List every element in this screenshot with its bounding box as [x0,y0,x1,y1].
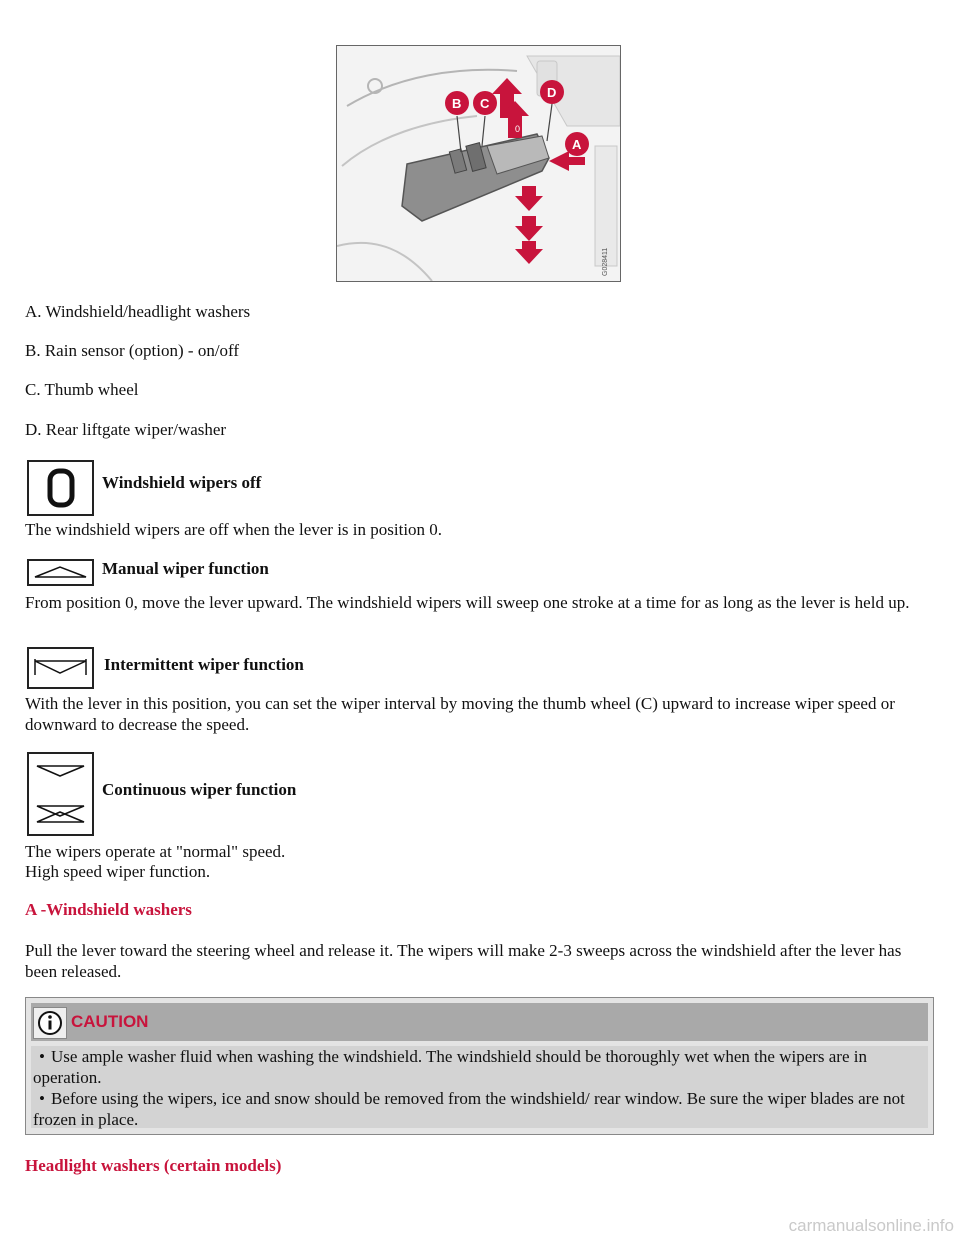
continuous-wiper-normal-text: The wipers operate at "normal" speed. [25,842,286,861]
caution-bullet-2-text: Before using the wipers, ice and snow should be removed from the windshield/ rear window. Be sure the wiper blades are not frozen in place. [33,1089,905,1129]
info-icon [33,1007,67,1039]
callout-b: B [452,96,462,111]
bullet-dot: • [39,1089,45,1108]
caution-bullet-1-text: Use ample washer fluid when washing the windshield. The windshield should be thoroughly wet when the wipers are in operation. [33,1047,867,1087]
single-wipe-up-icon [27,559,94,586]
lever-zero-mark: 0 [515,124,521,134]
intermittent-wiper-title: Intermittent wiper function [104,655,304,674]
image-code: G028411 [602,247,609,276]
wiper-lever-illustration [336,45,621,282]
caution-bullet-2 [33,1088,926,1130]
continuous-wiper-title: Continuous wiper function [102,780,297,799]
legend-item-a: A. Windshield/headlight washers [25,302,251,321]
legend-item-d: D. Rear liftgate wiper/washer [25,420,227,439]
wipers-off-text: The windshield wipers are off when the lever is in position 0. [25,520,443,539]
headlight-washers-heading: Headlight washers (certain models) [25,1156,282,1175]
wipers-off-title: Windshield wipers off [102,473,262,492]
caution-header [31,1003,928,1041]
interval-wipe-icon [27,647,94,689]
continuous-wiper-high-text: High speed wiper function. [25,862,211,881]
manual-wiper-title: Manual wiper function [102,559,269,578]
zero-position-icon [27,460,94,516]
caution-box [25,997,934,1135]
intermittent-wiper-text: With the lever in this position, you can set the wiper interval by moving the thumb wheel (C) upward to increase wiper speed or downward to decrease the speed. [25,694,895,734]
windshield-washers-heading: A -Windshield washers [25,900,192,919]
callout-c: C [480,96,490,111]
callout-d: D [547,85,557,100]
bullet-dot: • [39,1047,45,1066]
continuous-wipe-icon [27,752,94,836]
caution-body [31,1046,928,1128]
caution-title: CAUTION [71,1012,149,1031]
manual-wiper-text: From position 0, move the lever upward. The windshield wipers will sweep one stroke at a time for as long as the lever is held up. [25,593,910,612]
windshield-washers-text: Pull the lever toward the steering wheel and release it. The wipers will make 2-3 sweeps across the windshield after the lever has been released. [25,941,902,981]
legend-item-c: C. Thumb wheel [25,380,139,399]
caution-bullet-1 [33,1046,926,1088]
callout-a: A [572,137,582,152]
wiper-lever-drawing [337,46,620,281]
site-watermark: carmanualsonline.info [788,1216,954,1235]
legend-item-b: B. Rain sensor (option) - on/off [25,341,240,360]
